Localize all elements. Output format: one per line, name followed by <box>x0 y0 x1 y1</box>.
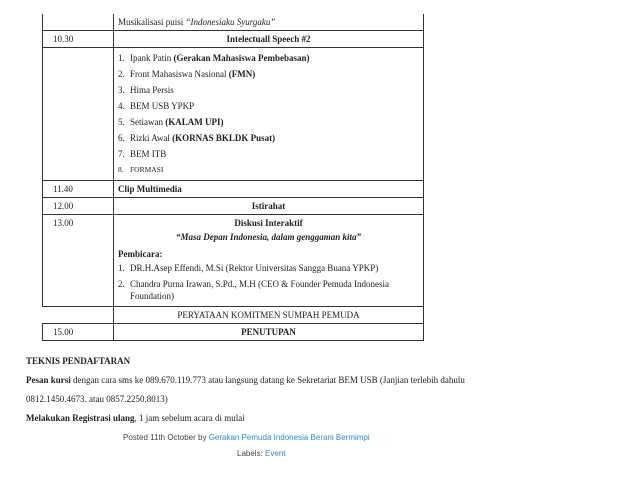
item-number: 2. <box>118 279 125 289</box>
registration-heading: TEKNIS PENDAFTARAN <box>26 356 131 366</box>
time-cell <box>43 307 114 324</box>
schedule-table <box>42 14 424 341</box>
item-name: Ipank Patin <box>130 53 174 63</box>
item-number: 8. <box>118 165 124 174</box>
schedule-row <box>43 14 424 31</box>
registration-term: Pesan kursi <box>26 375 71 385</box>
item-name: Setiawan <box>130 117 166 127</box>
list-item <box>118 98 419 114</box>
registration-section <box>26 352 626 428</box>
item-text: Chandra Purna Irawan, S.Pd., M.H (CEO & Founder Pemuda Indonesia Foundation) <box>130 279 389 301</box>
speaker-list-cell <box>114 48 424 181</box>
label-link[interactable]: Event <box>265 449 286 458</box>
speaker-list <box>118 50 419 178</box>
registration-line <box>26 409 626 428</box>
item-name: Rizki Awal <box>130 133 173 143</box>
item-org: (KALAM UPI) <box>165 117 224 127</box>
item-number: 6. <box>118 133 125 143</box>
item-name: BEM ITB <box>130 149 167 159</box>
author-link[interactable]: Gerakan Pemuda Indonesia Berani Bermimpi <box>208 433 370 442</box>
schedule-row <box>43 198 424 215</box>
item-number: 2. <box>118 69 125 79</box>
item-number: 1. <box>118 53 125 63</box>
schedule-row <box>43 324 424 341</box>
activity-cell <box>114 14 424 31</box>
item-number: 3. <box>118 85 125 95</box>
time-cell: 11.40 <box>43 181 114 198</box>
schedule-row <box>43 48 424 181</box>
item-text: DR.H.Asep Effendi, M.Si (Rektor Universitas Sangga Buana YPKP) <box>130 263 379 273</box>
list-item <box>118 114 419 130</box>
time-cell: 12.00 <box>43 198 114 215</box>
list-item <box>118 276 419 304</box>
activity-title: PERYATAAN KOMITMEN SUMPAH PEMUDA <box>114 307 424 324</box>
item-number: 7. <box>118 149 125 159</box>
schedule-row <box>43 181 424 198</box>
time-cell <box>43 14 114 31</box>
activity-title: Intelectuall Speech #2 <box>114 31 424 48</box>
time-cell: 10.30 <box>43 31 114 48</box>
item-org: (FMN) <box>228 69 256 79</box>
activity-text: Musikalisasi puisi <box>118 17 186 27</box>
time-cell: 15.00 <box>43 324 114 341</box>
item-org: (Gerakan Mahasiswa Pembebasan) <box>173 53 310 63</box>
posted-date: Posted 11th October by <box>123 433 209 442</box>
post-meta <box>0 433 638 442</box>
schedule-row <box>43 307 424 324</box>
activity-cell <box>114 215 424 307</box>
activity-subtitle: “Masa Depan Indonesia, dalam genggaman kita” <box>175 232 362 242</box>
activity-title: Diskusi Interaktif <box>234 218 303 228</box>
item-name: Hima Persis <box>130 85 174 95</box>
schedule-row <box>43 31 424 48</box>
list-item <box>118 260 419 276</box>
list-item <box>118 130 419 146</box>
registration-term: Melakukan Registrasi ulang <box>26 413 135 423</box>
speakers-label: Pembicara: <box>118 249 163 259</box>
activity-title: Clip Multimedia <box>114 181 424 198</box>
list-item <box>118 82 419 98</box>
item-name: FORMASI <box>130 165 164 174</box>
registration-line <box>26 371 626 390</box>
labels-prefix: Labels: <box>237 449 266 458</box>
activity-title: Istirahat <box>114 198 424 215</box>
item-name: Front Mahasiswa Nasional <box>130 69 229 79</box>
time-cell: 13.00 <box>43 215 114 307</box>
item-name: BEM USB YPKP <box>130 101 195 111</box>
item-org: (KORNAS BKLDK Pusat) <box>172 133 276 143</box>
speaker-list <box>118 260 419 304</box>
item-number: 4. <box>118 101 125 111</box>
list-item <box>118 50 419 66</box>
registration-text: , 1 jam sebelum acara di mulai <box>134 413 245 423</box>
item-number: 1. <box>118 263 125 273</box>
post-labels <box>0 449 638 458</box>
item-number: 5. <box>118 117 125 127</box>
list-item <box>118 146 419 162</box>
activity-title: “Indonesiaku Syurgaku” <box>185 17 276 27</box>
schedule-row <box>43 215 424 307</box>
activity-title: PENUTUPAN <box>114 324 424 341</box>
registration-text: dengan cara sms ke 089.670.119.773 atau langsung datang ke Sekretariat BEM USB (Janjian terlebih dahulu <box>70 375 465 385</box>
list-item <box>118 162 419 178</box>
registration-line: 0812.1450.4673. atau 0857.2250.8013) <box>26 394 168 404</box>
time-cell <box>43 48 114 181</box>
list-item <box>118 66 419 82</box>
